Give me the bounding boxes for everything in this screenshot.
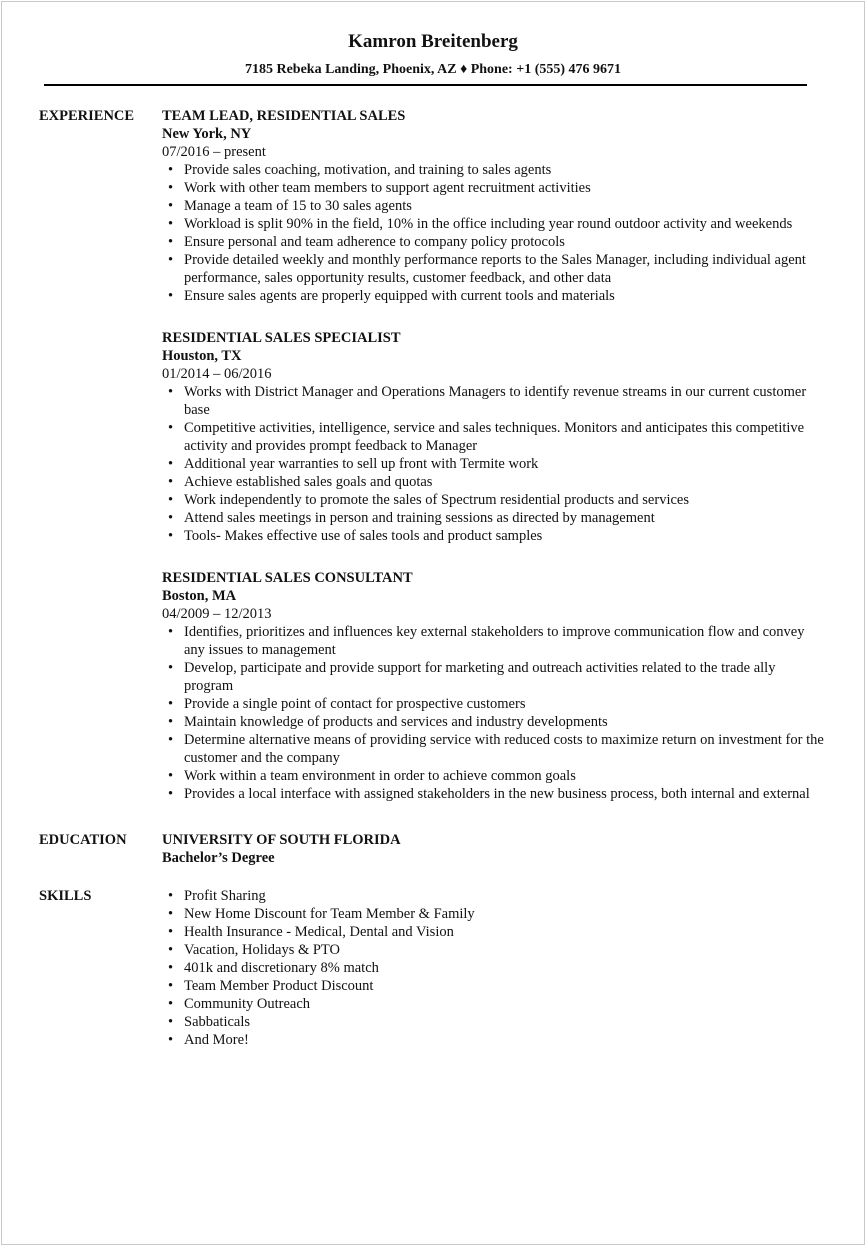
experience-section: [2, 107, 864, 803]
list-item: • New Home Discount for Team Member & Family: [162, 905, 824, 923]
list-item: • Manage a team of 15 to 30 sales agents: [162, 197, 824, 215]
job-bullets: [162, 383, 824, 545]
list-item: • And More!: [162, 1031, 824, 1049]
list-item: • Provide detailed weekly and monthly performance reports to the Sales Manager, including individual agent performance, sales opportunity results, customer feedback, and other data: [162, 251, 824, 287]
list-item: • Competitive activities, intelligence, service and sales techniques. Monitors and anticipates this competitive activity and provides prompt feedback to Manager: [162, 419, 824, 455]
job-title: RESIDENTIAL SALES CONSULTANT: [162, 570, 413, 586]
list-item: • Identifies, prioritizes and influences key external stakeholders to improve communication flow and convey any issues to management: [162, 623, 824, 659]
job-entry: [162, 569, 824, 803]
job-dates: 07/2016 – present: [162, 144, 266, 160]
job-dates: 01/2014 – 06/2016: [162, 366, 272, 382]
education-body: [162, 831, 864, 867]
list-item: • Ensure personal and team adherence to company policy protocols: [162, 233, 824, 251]
job-location: Houston, TX: [162, 348, 242, 364]
list-item: • Determine alternative means of providing service with reduced costs to maximize return on investment for the customer and the company: [162, 731, 824, 767]
job-entry: [162, 107, 824, 305]
job-bullets: [162, 623, 824, 803]
job-title: RESIDENTIAL SALES SPECIALIST: [162, 330, 401, 346]
job-location: New York, NY: [162, 126, 252, 142]
list-item: • Work independently to promote the sales of Spectrum residential products and services: [162, 491, 824, 509]
list-item: • Provides a local interface with assigned stakeholders in the new business process, both internal and external: [162, 785, 824, 803]
contact-line: 7185 Rebeka Landing, Phoenix, AZ ♦ Phone: +1 (555) 476 9671: [244, 62, 622, 77]
list-item: • Work with other team members to support agent recruitment activities: [162, 179, 824, 197]
list-item: • Attend sales meetings in person and training sessions as directed by management: [162, 509, 824, 527]
list-item: • Community Outreach: [162, 995, 824, 1013]
school-name: UNIVERSITY OF SOUTH FLORIDA: [162, 832, 401, 848]
list-item: • Health Insurance - Medical, Dental and Vision: [162, 923, 824, 941]
section-label-skills: SKILLS: [39, 888, 92, 904]
skills-body: [162, 887, 864, 1049]
list-item: • Works with District Manager and Operations Managers to identify revenue streams in our current customer base: [162, 383, 824, 419]
job-dates: 04/2009 – 12/2013: [162, 606, 272, 622]
job-bullets: [162, 161, 824, 305]
list-item: • Tools- Makes effective use of sales tools and product samples: [162, 527, 824, 545]
list-item: • Sabbaticals: [162, 1013, 824, 1031]
list-item: • Provide sales coaching, motivation, and training to sales agents: [162, 161, 824, 179]
list-item: • Achieve established sales goals and quotas: [162, 473, 824, 491]
list-item: • Develop, participate and provide support for marketing and outreach activities related to the trade ally program: [162, 659, 824, 695]
job-title: TEAM LEAD, RESIDENTIAL SALES: [162, 108, 406, 124]
experience-body: [162, 107, 864, 803]
candidate-name: Kamron Breitenberg: [348, 31, 518, 52]
section-label-experience: EXPERIENCE: [39, 108, 135, 124]
list-item: • Provide a single point of contact for prospective customers: [162, 695, 824, 713]
job-entry: [162, 329, 824, 545]
skills-list: [162, 887, 824, 1049]
list-item: • Workload is split 90% in the field, 10% in the office including year round outdoor activity and weekends: [162, 215, 824, 233]
list-item: • Vacation, Holidays & PTO: [162, 941, 824, 959]
list-item: • Profit Sharing: [162, 887, 824, 905]
list-item: • Additional year warranties to sell up front with Termite work: [162, 455, 824, 473]
section-label-education: EDUCATION: [39, 832, 127, 848]
list-item: • Team Member Product Discount: [162, 977, 824, 995]
education-section: [2, 831, 864, 867]
degree: Bachelor’s Degree: [162, 850, 275, 866]
list-item: • Work within a team environment in order to achieve common goals: [162, 767, 824, 785]
resume-page: [1, 1, 865, 1245]
list-item: • 401k and discretionary 8% match: [162, 959, 824, 977]
list-item: • Maintain knowledge of products and services and industry developments: [162, 713, 824, 731]
job-location: Boston, MA: [162, 588, 237, 604]
list-item: • Ensure sales agents are properly equipped with current tools and materials: [162, 287, 824, 305]
skills-section: [2, 887, 864, 1049]
header-divider: [44, 84, 807, 86]
resume-header: [2, 2, 864, 78]
